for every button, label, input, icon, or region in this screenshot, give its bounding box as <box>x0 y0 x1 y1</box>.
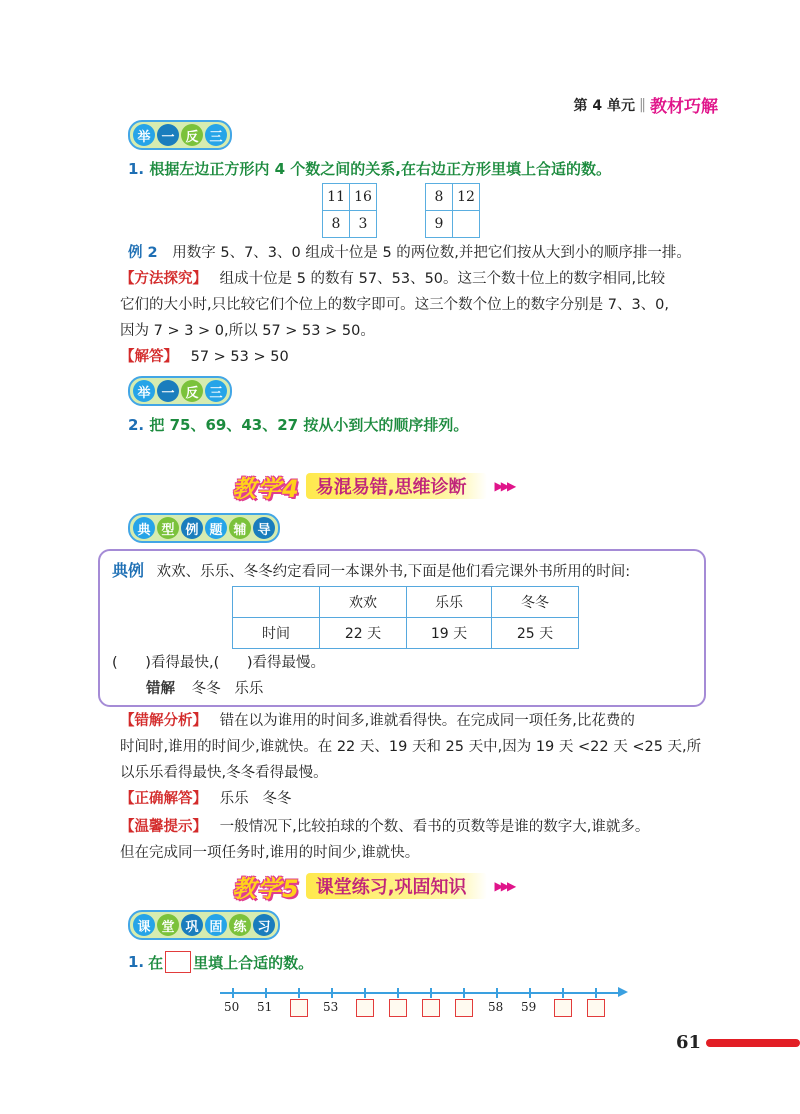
section-5-banner <box>232 870 513 902</box>
exercise-2 <box>128 414 468 435</box>
section-title: 课堂练习,巩固知识 <box>315 877 467 898</box>
badge-practice <box>128 120 232 150</box>
section-title: 易混易错,思维诊断 <box>315 477 467 498</box>
badge-char: 课 <box>133 914 155 936</box>
correct-tag: 【正确解答】 <box>120 791 207 807</box>
table-cell: 25 天 <box>492 618 579 649</box>
analysis-tag: 【错解分析】 <box>120 713 207 729</box>
number-line-slots <box>220 988 620 1022</box>
section-4-banner <box>232 470 513 502</box>
number-line-label: 58 <box>488 1000 504 1014</box>
badge-char: 例 <box>181 517 203 539</box>
warm-tip <box>120 814 716 866</box>
example-2 <box>128 240 708 266</box>
wrong-solution <box>146 676 263 702</box>
unit-label: 第 4 单元 <box>573 97 635 114</box>
grid-cell: 3 <box>350 211 377 238</box>
badge-char: 固 <box>205 914 227 936</box>
badge-typical-example <box>128 513 280 543</box>
number-line-tick <box>562 988 564 998</box>
number-line-tick <box>496 988 498 998</box>
typical-text: 欢欢、乐乐、冬冬约定看同一本课外书,下面是他们看完课外书所用的时间: <box>156 564 631 580</box>
badge-char: 典 <box>133 517 155 539</box>
number-line-label: 50 <box>224 1000 240 1014</box>
exercise-text: 把 75、69、43、27 按从小到大的顺序排列。 <box>149 416 469 434</box>
exercise-number: 1. <box>128 953 145 971</box>
grid-cell: 11 <box>323 184 350 211</box>
number-line-answer-box[interactable] <box>422 999 440 1017</box>
badge-char: 型 <box>157 517 179 539</box>
number-line-label: 51 <box>257 1000 273 1014</box>
answer-text: 57 > 53 > 50 <box>190 349 289 365</box>
number-line-tick <box>265 988 267 998</box>
badge-char: 反 <box>181 380 203 402</box>
book-section-title: 教材巧解 <box>650 97 718 117</box>
badge-char: 举 <box>133 124 155 146</box>
correct-text: 乐乐 冬冬 <box>219 791 292 807</box>
page-number: 61 <box>676 1032 702 1053</box>
page-bar <box>706 1039 800 1047</box>
badge-char: 辅 <box>229 517 251 539</box>
badge-char: 三 <box>205 380 227 402</box>
badge-char: 一 <box>157 124 179 146</box>
badge-char: 堂 <box>157 914 179 936</box>
method-line: 因为 7 > 3 > 0,所以 57 > 53 > 50。 <box>120 323 375 339</box>
method-line: 组成十位是 5 的数有 57、53、50。这三个数十位上的数字相同,比较 <box>219 271 666 287</box>
badge-char: 练 <box>229 914 251 936</box>
badge-class-practice <box>128 910 280 940</box>
wrong-label: 错解 <box>146 681 175 697</box>
number-line-answer-box[interactable] <box>356 999 374 1017</box>
typical-label: 典例 <box>112 561 145 580</box>
number-line-tick <box>397 988 399 998</box>
grid-cell: 8 <box>323 211 350 238</box>
answer-tag: 【解答】 <box>120 349 178 365</box>
tip-line: 一般情况下,比较拍球的个数、看书的页数等是谁的数字大,谁就多。 <box>219 819 650 835</box>
number-line-tick <box>463 988 465 998</box>
chevrons-icon: ▶▶▶ <box>494 879 514 893</box>
badge-char: 巩 <box>181 914 203 936</box>
exercise-text-pre: 在 <box>148 953 164 972</box>
section-title-strip <box>306 873 487 899</box>
wrong-answer: 冬冬 乐乐 <box>191 681 264 697</box>
number-line-tick <box>529 988 531 998</box>
number-line-label: 59 <box>521 1000 537 1014</box>
number-line-answer-box[interactable] <box>554 999 572 1017</box>
number-line-tick <box>430 988 432 998</box>
typical-example-question <box>112 558 702 585</box>
table-header-cell: 冬冬 <box>492 587 579 618</box>
number-line-label: 53 <box>323 1000 339 1014</box>
badge-practice <box>128 376 232 406</box>
grid-cell: 16 <box>350 184 377 211</box>
number-line <box>220 988 630 1022</box>
number-line-tick <box>298 988 300 998</box>
number-line-answer-box[interactable] <box>290 999 308 1017</box>
analysis-line: 错在以为谁用的时间多,谁就看得快。在完成同一项任务,比花费的 <box>219 713 635 729</box>
left-number-square <box>322 183 377 238</box>
grid-cell: 9 <box>426 211 453 238</box>
analysis-line: 时间时,谁用的时间少,谁就快。在 22 天、19 天和 25 天中,因为 19 天 <22 天 <25 天,所 <box>120 739 702 755</box>
section-number: 教学5 <box>232 874 300 903</box>
badge-char: 题 <box>205 517 227 539</box>
correct-solution <box>120 786 291 812</box>
number-line-tick <box>364 988 366 998</box>
error-analysis <box>120 708 716 786</box>
table-header-cell: 欢欢 <box>320 587 407 618</box>
grid-cell: 12 <box>453 184 480 211</box>
method-tag: 【方法探究】 <box>120 271 207 287</box>
tip-line: 但在完成同一项任务时,谁用的时间少,谁就快。 <box>120 845 420 861</box>
example-box-icon <box>165 951 191 973</box>
right-number-square <box>425 183 480 238</box>
table-header-cell: 乐乐 <box>407 587 492 618</box>
method-line: 它们的大小时,只比较它们个位上的数字即可。这三个数个位上的数字分别是 7、3、0, <box>120 297 670 313</box>
badge-char: 反 <box>181 124 203 146</box>
exercise-text: 根据左边正方形内 4 个数之间的关系,在右边正方形里填上合适的数。 <box>149 160 611 178</box>
number-line-answer-box[interactable] <box>389 999 407 1017</box>
number-line-answer-box[interactable] <box>455 999 473 1017</box>
grid-cell: 8 <box>426 184 453 211</box>
answer-blank-cell[interactable] <box>453 211 480 238</box>
exercise-number: 2. <box>128 416 145 434</box>
badge-char: 一 <box>157 380 179 402</box>
number-line-tick <box>232 988 234 998</box>
answer-2 <box>120 344 289 370</box>
table-header-cell <box>233 587 320 618</box>
number-line-answer-box[interactable] <box>587 999 605 1017</box>
section-number: 教学4 <box>232 474 300 503</box>
blank-line: ( )看得最快,( )看得最慢。 <box>112 655 326 671</box>
header-separator: ‖ <box>639 96 646 113</box>
example-label: 例 2 <box>128 245 158 261</box>
tip-tag: 【温馨提示】 <box>120 819 207 835</box>
exercise-text-post: 里填上合适的数。 <box>193 953 314 972</box>
table-cell: 19 天 <box>407 618 492 649</box>
section-title-strip <box>306 473 487 499</box>
chapter-header <box>574 92 719 117</box>
table-cell: 时间 <box>233 618 320 649</box>
badge-char: 导 <box>253 517 275 539</box>
example-text: 用数字 5、7、3、0 组成十位是 5 的两位数,并把它们按从大到小的顺序排一排。 <box>172 245 691 261</box>
badge-char: 举 <box>133 380 155 402</box>
method-explore <box>120 266 716 344</box>
exercise-number: 1. <box>128 160 145 178</box>
badge-char: 三 <box>205 124 227 146</box>
table-cell: 22 天 <box>320 618 407 649</box>
exercise-1 <box>128 158 611 179</box>
number-line-tick <box>595 988 597 998</box>
badge-char: 习 <box>253 914 275 936</box>
exercise-fill-box <box>128 951 313 973</box>
reading-time-table <box>232 586 579 649</box>
chevrons-icon: ▶▶▶ <box>494 479 514 493</box>
analysis-line: 以乐乐看得最快,冬冬看得最慢。 <box>120 765 328 781</box>
number-line-tick <box>331 988 333 998</box>
